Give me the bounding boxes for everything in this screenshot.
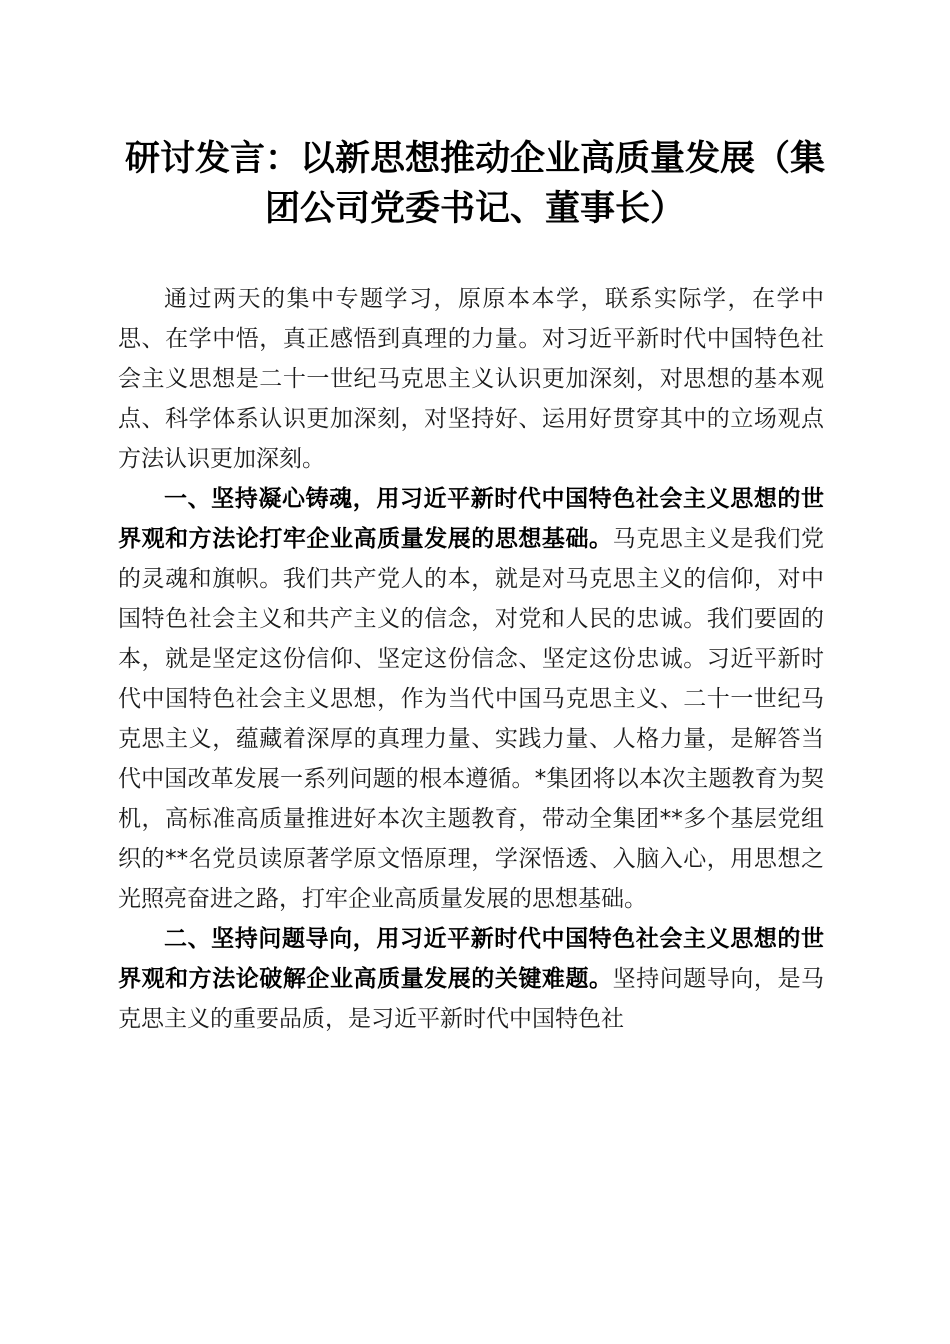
paragraph-text: 马克思主义是我们党的灵魂和旗帜。我们共产党人的本，就是对马克思主义的信仰，对中国特色社会主义和共产主义的信念，对党和人民的忠诚。我们要固的本，就是坚定这份信仰、坚定这份信念、坚定这份忠诚。习近平新时代中国特色社会主义思想，作为当代中国马克思主义、二十一世纪马克思主义，蕴藏着深厚的真理力量、实践力量、人格力量，是解答当代中国改革发展一系列问题的根本遵循。*集团将以本次主题教育为契机，高标准高质量推进好本次主题教育，带动全集团**多个基层党组织的**名党员读原著学原文悟原理，学深悟透、入脑入心，用思想之光照亮奋进之路，打牢企业高质量发展的思想基础。 [118, 526, 825, 912]
paragraph-text: 通过两天的集中专题学习，原原本本学，联系实际学，在学中思、在学中悟，真正感悟到真理的力量。对习近平新时代中国特色社会主义思想是二十一世纪马克思主义认识更加深刻，对思想的基本观点、科学体系认识更加深刻，对坚持好、运用好贯穿其中的立场观点方法认识更加深刻。 [118, 286, 824, 472]
paragraph-text: 坚持问题导向，是马克思主义的重要品质，是习近平新时代中国特色社 [118, 966, 825, 1032]
paragraph-section-2 [118, 919, 824, 1039]
document-body [118, 279, 824, 1039]
section-heading: 一、坚持凝心铸魂，用习近平新时代中国特色社会主义思想的世界观和方法论打牢企业高质量发展的思想基础。 [118, 486, 824, 552]
document-title: 研讨发言：以新思想推动企业高质量发展（集团公司党委书记、董事长） [124, 138, 825, 229]
paragraph-section-1 [118, 479, 824, 919]
paragraph-intro [118, 279, 824, 479]
section-heading: 二、坚持问题导向，用习近平新时代中国特色社会主义思想的世界观和方法论破解企业高质量发展的关键难题。 [118, 926, 824, 992]
